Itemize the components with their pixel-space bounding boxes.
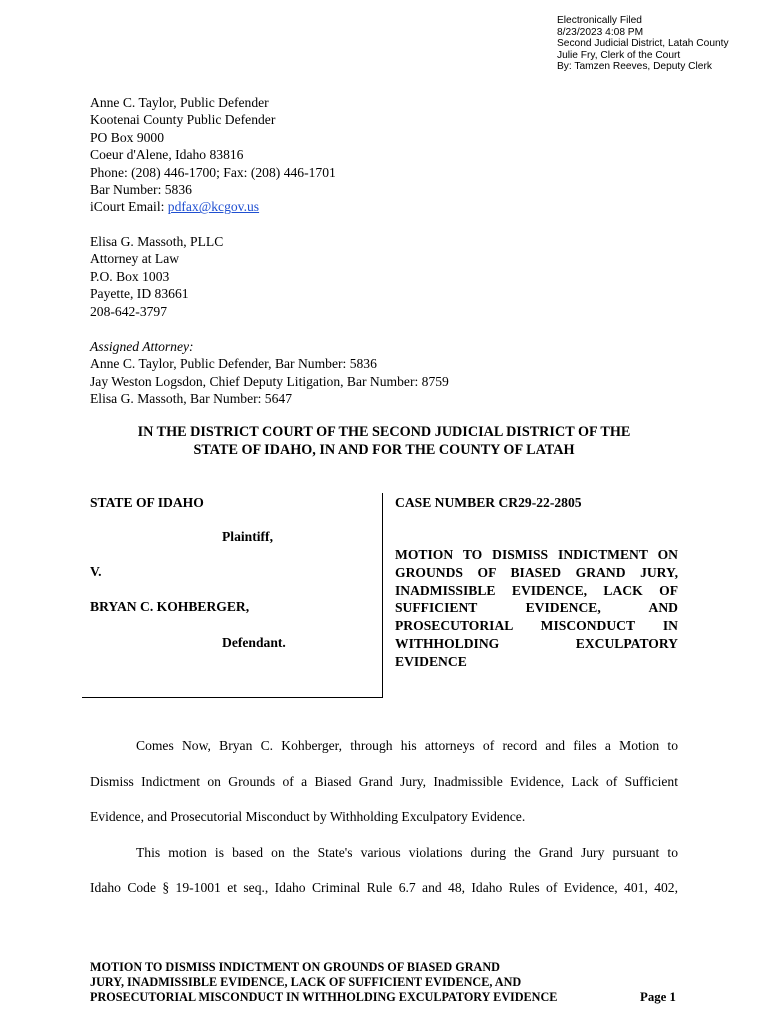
paragraph-line: Comes Now, Bryan C. Kohberger, through his attorneys of record and files a Motion to bbox=[136, 738, 678, 753]
footer-line: JURY, INADMISSIBLE EVIDENCE, LACK OF SUFFICIENT EVIDENCE, AND bbox=[90, 975, 522, 990]
public-defender-block bbox=[90, 94, 336, 216]
court-heading bbox=[84, 423, 684, 460]
assigned-heading: Assigned Attorney: bbox=[90, 339, 194, 354]
stamp-line: Second Judicial District, Latah County bbox=[557, 38, 729, 50]
attorney-line: Phone: (208) 446-1700; Fax: (208) 446-1701 bbox=[90, 164, 336, 180]
versus-label: V. bbox=[90, 564, 102, 579]
email-line bbox=[90, 198, 336, 215]
stamp-line: Electronically Filed bbox=[557, 15, 642, 26]
defendant-label: Defendant. bbox=[222, 635, 286, 650]
filing-stamp bbox=[557, 15, 729, 73]
motion-title: MOTION TO DISMISS INDICTMENT ON GROUNDS OF BIASED GRAND JURY, INADMISSIBLE EVIDENCE, LACK OF SUFFICIENT EVIDENCE, AND PROSECUTORIAL MISCONDUCT IN WITHHOLDING EXCULPATORY EVIDENCE bbox=[395, 547, 678, 669]
court-heading-line: IN THE DISTRICT COURT OF THE SECOND JUDICIAL DISTRICT OF THE bbox=[137, 424, 631, 440]
caption-divider-horizontal bbox=[82, 697, 383, 698]
assigned-line: Elisa G. Massoth, Bar Number: 5647 bbox=[90, 391, 292, 407]
page-footer bbox=[90, 960, 557, 1006]
assigned-attorney-block bbox=[90, 338, 449, 408]
case-number: CASE NUMBER CR29-22-2805 bbox=[395, 495, 582, 510]
paragraph-line: Idaho Code § 19-1001 et seq., Idaho Criminal Rule 6.7 and 48, Idaho Rules of Evidence, 401, 402, bbox=[90, 880, 678, 895]
attorney-line: Elisa G. Massoth, PLLC bbox=[90, 234, 224, 249]
court-heading-line: STATE OF IDAHO, IN AND FOR THE COUNTY OF LATAH bbox=[193, 442, 575, 459]
plaintiff-label: Plaintiff, bbox=[222, 529, 273, 544]
assigned-line: Jay Weston Logsdon, Chief Deputy Litigation, Bar Number: 8759 bbox=[90, 373, 449, 389]
attorney-line: Attorney at Law bbox=[90, 251, 180, 267]
attorney-line: 208-642-3797 bbox=[90, 303, 168, 319]
stamp-line: By: Tamzen Reeves, Deputy Clerk bbox=[557, 61, 712, 73]
stamp-line: Julie Fry, Clerk of the Court bbox=[557, 49, 681, 61]
email-link[interactable]: pdfax@kcgov.us bbox=[167, 199, 260, 215]
defendant-name: BRYAN C. KOHBERGER, bbox=[90, 599, 250, 614]
attorney-line: Payette, ID 83661 bbox=[90, 286, 189, 302]
attorney-line: PO Box 9000 bbox=[90, 129, 165, 145]
caption-divider-vertical bbox=[382, 493, 383, 698]
paragraph-line: Dismiss Indictment on Grounds of a Biased Grand Jury, Inadmissible Evidence, Lack of Sufficient bbox=[90, 774, 678, 789]
footer-line: PROSECUTORIAL MISCONDUCT IN WITHHOLDING EXCULPATORY EVIDENCE bbox=[90, 990, 558, 1005]
plaintiff-name: STATE OF IDAHO bbox=[90, 495, 204, 510]
paragraph-line: This motion is based on the State's various violations during the Grand Jury pursuant to bbox=[136, 845, 678, 860]
attorney-line: P.O. Box 1003 bbox=[90, 268, 170, 284]
attorney-line: Anne C. Taylor, Public Defender bbox=[90, 95, 269, 110]
attorney-line: Kootenai County Public Defender bbox=[90, 112, 276, 128]
stamp-line: 8/23/2023 4:08 PM bbox=[557, 26, 644, 38]
email-label: iCourt Email: bbox=[90, 199, 168, 215]
attorney-line: Coeur d'Alene, Idaho 83816 bbox=[90, 147, 244, 163]
attorney-line: Bar Number: 5836 bbox=[90, 182, 192, 198]
page-number: Page 1 bbox=[640, 990, 676, 1004]
footer-line: MOTION TO DISMISS INDICTMENT ON GROUNDS OF BIASED GRAND bbox=[90, 960, 500, 974]
assigned-line: Anne C. Taylor, Public Defender, Bar Number: 5836 bbox=[90, 356, 377, 372]
co-counsel-block bbox=[90, 233, 223, 320]
paragraph-line: Evidence, and Prosecutorial Misconduct by Withholding Exculpatory Evidence. bbox=[90, 809, 526, 824]
